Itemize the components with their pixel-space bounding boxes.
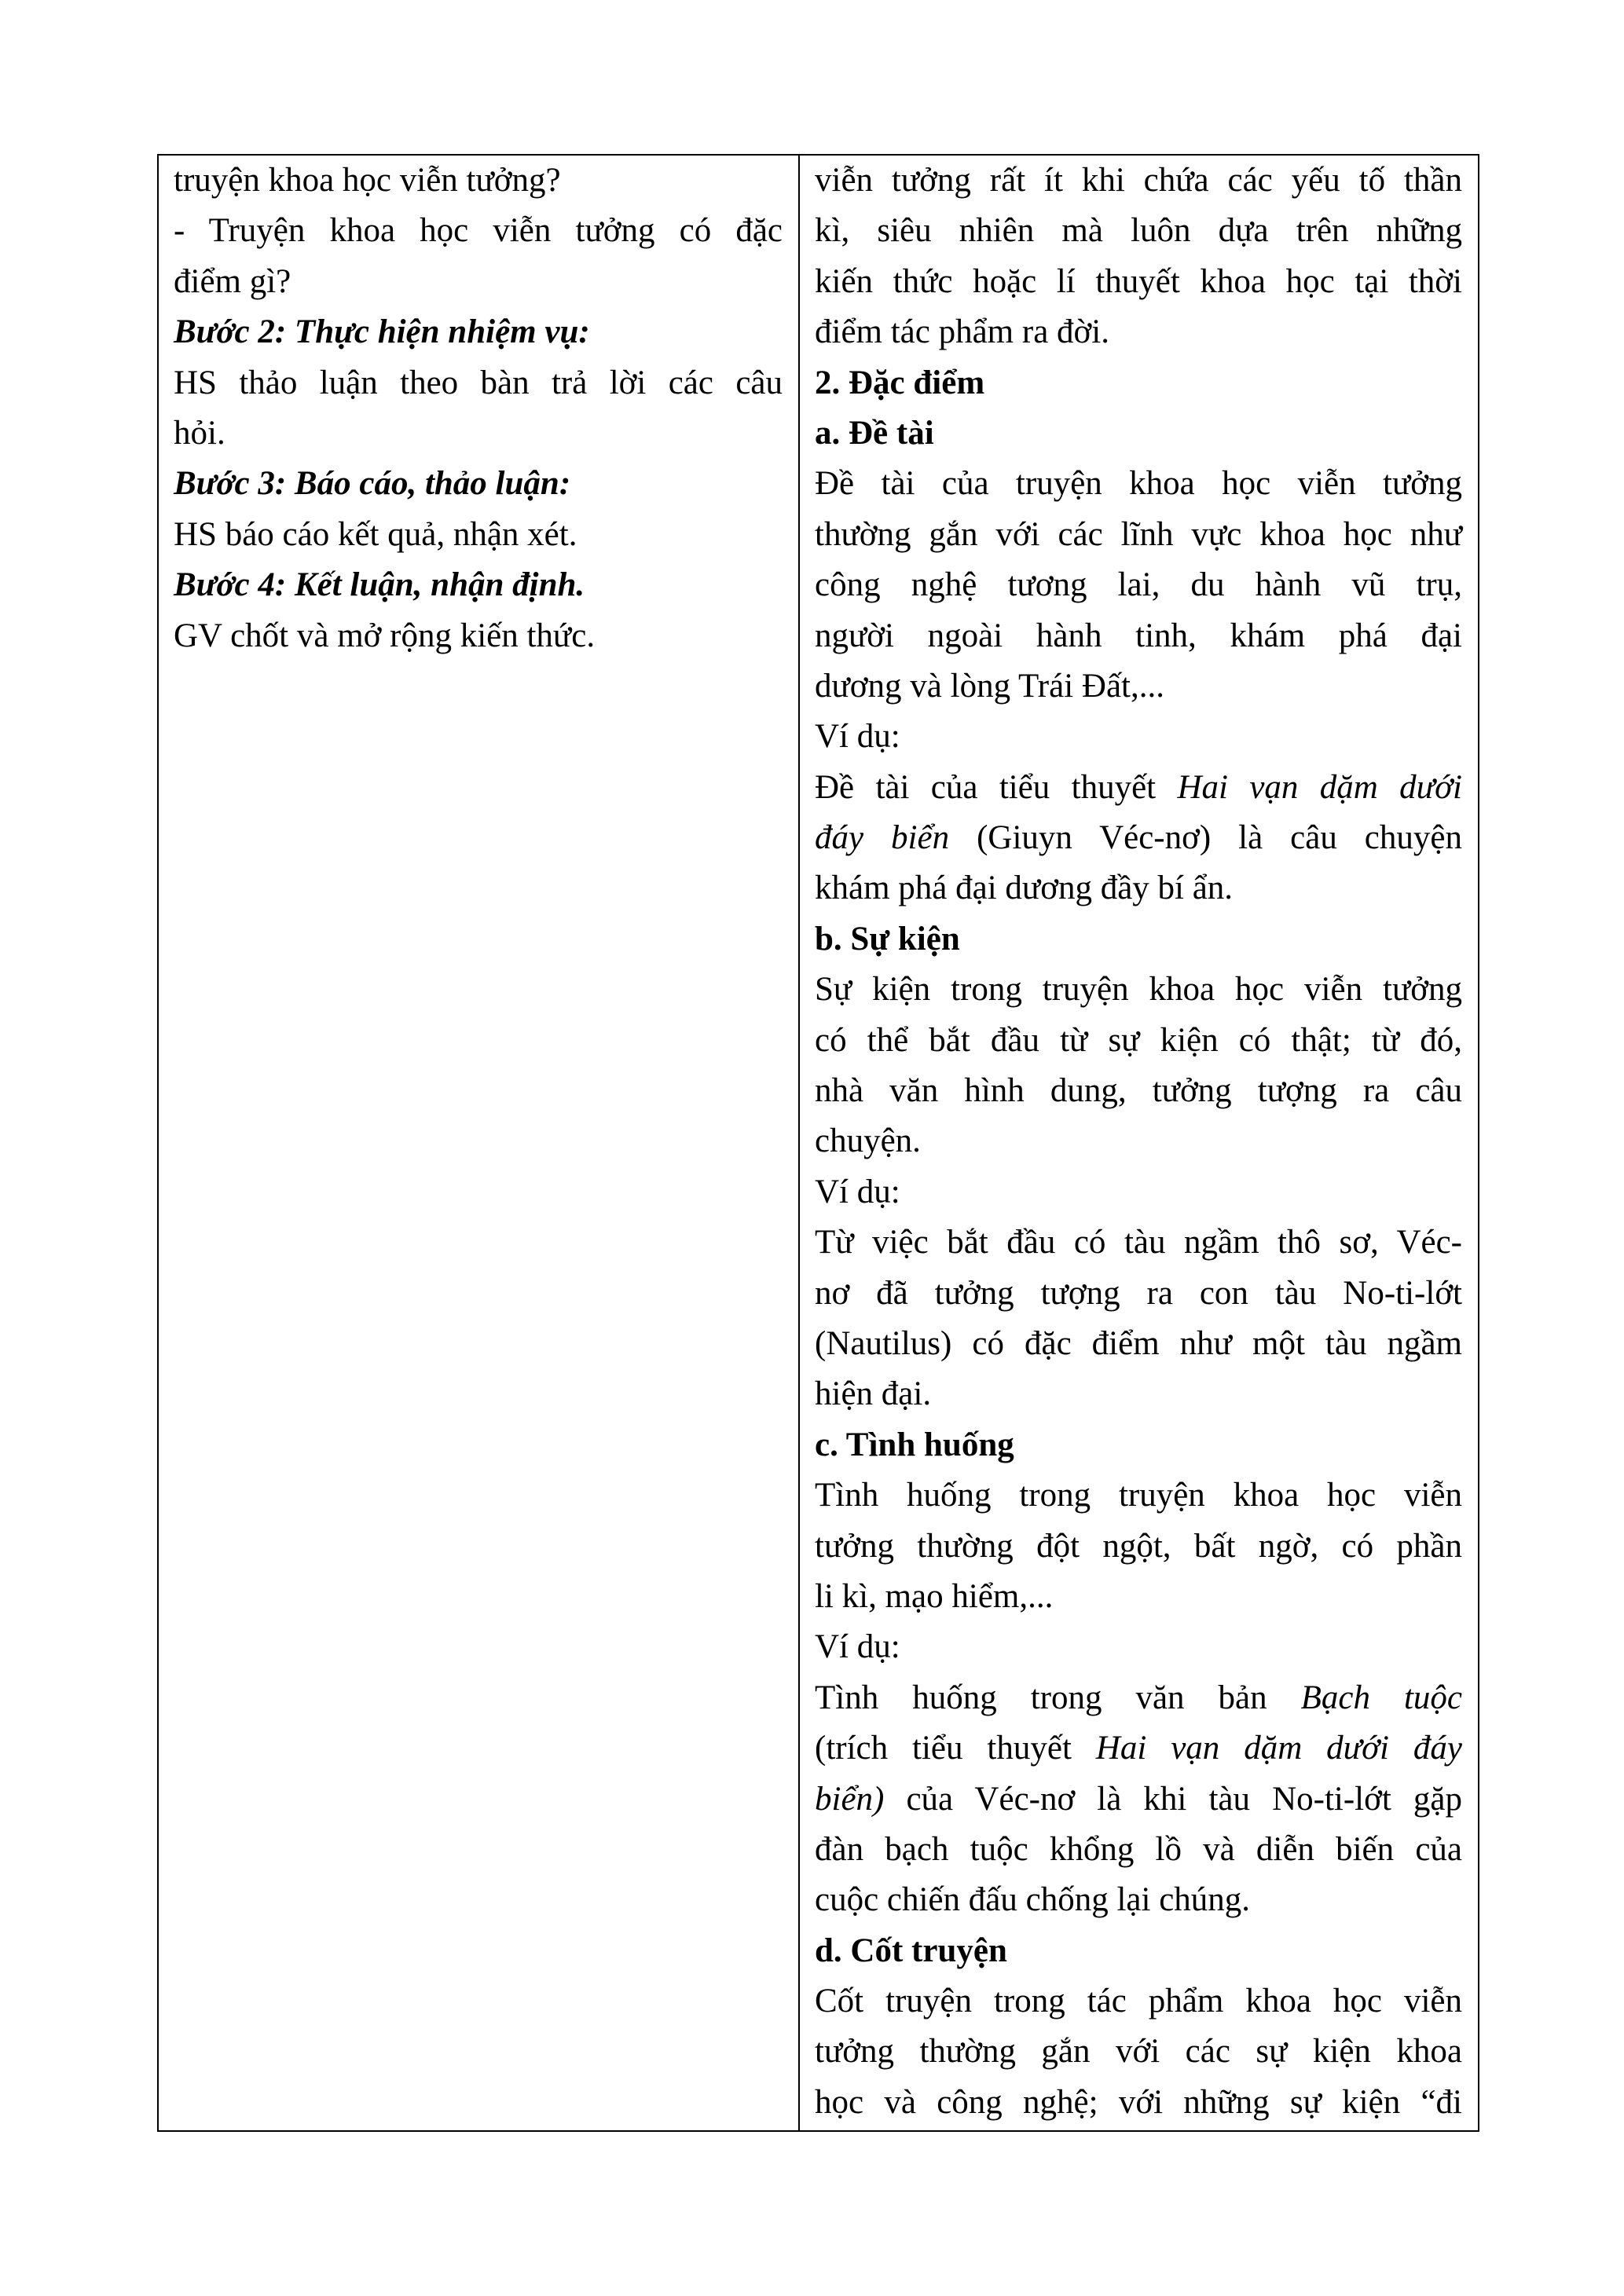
text-line	[174, 611, 783, 661]
text-run: điểm gì?	[174, 262, 291, 300]
text-run: khám phá đại dương đầy bí ẩn.	[815, 870, 1234, 907]
heading-run: b. Sự kiện	[815, 920, 960, 958]
text-line	[815, 1420, 1462, 1470]
text-line	[815, 712, 1462, 762]
text-run: viễn tưởng rất ít khi chứa các yếu tố thần	[815, 162, 1462, 199]
text-line	[174, 156, 783, 206]
italic-title-run: Bạch tuộc	[1300, 1679, 1463, 1716]
text-run: Ví dụ:	[815, 718, 900, 756]
text-run: điểm tác phẩm ra đời.	[815, 313, 1109, 351]
content-cell	[800, 156, 1478, 2130]
text-run: Sự kiện trong truyện khoa học viễn tưởng	[815, 971, 1462, 1009]
text-run: cuộc chiến đấu chống lại chúng.	[815, 1881, 1251, 1919]
text-run: nhà văn hình dung, tưởng tượng ra câu	[815, 1072, 1462, 1110]
text-line	[174, 257, 783, 307]
text-line	[815, 1976, 1462, 2027]
text-line	[815, 1470, 1462, 1521]
text-line	[815, 2078, 1462, 2128]
step-heading-run: Bước 3: Báo cáo, thảo luận:	[174, 465, 571, 503]
heading-run: d. Cốt truyện	[815, 1932, 1007, 1969]
text-line	[815, 1622, 1462, 1672]
text-run: (Nautilus) có đặc điểm như một tàu ngầm	[815, 1324, 1462, 1362]
text-line	[815, 459, 1462, 509]
heading-run: a. Đề tài	[815, 414, 934, 452]
text-run: chuyện.	[815, 1122, 921, 1160]
text-run: truyện khoa học viễn tưởng?	[174, 162, 561, 199]
text-line	[815, 763, 1462, 813]
text-run: hiện đại.	[815, 1375, 932, 1413]
text-run: (trích tiểu thuyết	[815, 1730, 1096, 1767]
text-run: dương và lòng Trái Đất,...	[815, 667, 1164, 705]
text-line	[815, 1723, 1462, 1774]
text-run: học và công nghệ; với những sự kiện “đi	[815, 2083, 1462, 2121]
text-line	[174, 206, 783, 256]
text-run: li kì, mạo hiểm,...	[815, 1577, 1054, 1615]
text-run: Tình huống trong văn bản	[815, 1679, 1301, 1716]
text-run: Ví dụ:	[815, 1173, 900, 1210]
text-line	[815, 1825, 1462, 1875]
text-line	[815, 560, 1462, 610]
text-run: Từ việc bắt đầu có tàu ngầm thô sơ, Véc-	[815, 1224, 1462, 1262]
text-run: Ví dụ:	[815, 1628, 900, 1666]
text-run: hỏi.	[174, 414, 225, 452]
text-line	[174, 358, 783, 408]
text-run: kì, siêu nhiên mà luôn dựa trên những	[815, 212, 1462, 250]
text-line	[815, 1572, 1462, 1622]
text-line	[174, 408, 783, 459]
text-run: Đề tài của truyện khoa học viễn tưởng	[815, 465, 1462, 503]
text-run: Cốt truyện trong tác phẩm khoa học viễn	[815, 1983, 1462, 2020]
text-line	[815, 1066, 1462, 1116]
italic-title-run: biển)	[815, 1780, 885, 1818]
text-line	[815, 1875, 1462, 1925]
text-line	[174, 510, 783, 560]
text-line	[815, 1369, 1462, 1419]
text-line	[815, 1673, 1462, 1723]
lesson-table	[157, 154, 1479, 2132]
step-heading-run: Bước 2: Thực hiện nhiệm vụ:	[174, 313, 590, 351]
text-line	[815, 1167, 1462, 1218]
italic-title-run: đáy biển	[815, 819, 950, 857]
text-line	[815, 257, 1462, 307]
heading-run: c. Tình huống	[815, 1426, 1014, 1463]
text-line	[174, 560, 783, 610]
text-run: - Truyện khoa học viễn tưởng có đặc	[174, 212, 783, 250]
text-run: nơ đã tưởng tượng ra con tàu No-ti-lớt	[815, 1274, 1462, 1312]
text-line	[815, 1269, 1462, 1319]
text-run: HS thảo luận theo bàn trả lời các câu	[174, 364, 783, 401]
step-heading-run: Bước 4: Kết luận, nhận định.	[174, 566, 585, 604]
text-line	[815, 813, 1462, 863]
text-run: đàn bạch tuộc khổng lồ và diễn biến của	[815, 1830, 1462, 1868]
text-run: công nghệ tương lai, du hành vũ trụ,	[815, 566, 1462, 604]
text-line	[815, 965, 1462, 1015]
text-run: tưởng thường gắn với các sự kiện khoa	[815, 2033, 1462, 2071]
text-line	[815, 510, 1462, 560]
text-run: có thể bắt đầu từ sự kiện có thật; từ đó,	[815, 1021, 1462, 1059]
text-run: GV chốt và mở rộng kiến thức.	[174, 617, 596, 654]
text-line	[815, 1926, 1462, 1976]
text-run: Tình huống trong truyện khoa học viễn	[815, 1477, 1462, 1514]
text-line	[815, 2027, 1462, 2077]
text-line	[815, 156, 1462, 206]
text-line	[815, 661, 1462, 712]
italic-title-run: Hai vạn dặm dưới đáy	[1095, 1730, 1462, 1767]
text-run: HS báo cáo kết quả, nhận xét.	[174, 515, 577, 553]
text-line	[815, 1774, 1462, 1825]
text-line	[174, 459, 783, 509]
text-run: của Véc-nơ là khi tàu No-ti-lớt gặp	[884, 1780, 1462, 1818]
text-line	[815, 307, 1462, 357]
text-line	[815, 914, 1462, 965]
text-line	[174, 307, 783, 357]
text-run: người ngoài hành tinh, khám phá đại	[815, 617, 1462, 654]
text-run: tưởng thường đột ngột, bất ngờ, có phần	[815, 1527, 1462, 1565]
text-line	[815, 206, 1462, 256]
text-line	[815, 1116, 1462, 1166]
text-line	[815, 358, 1462, 408]
text-line	[815, 1218, 1462, 1268]
text-run: thường gắn với các lĩnh vực khoa học như	[815, 515, 1462, 553]
text-run: kiến thức hoặc lí thuyết khoa học tại thời	[815, 262, 1462, 300]
text-line	[815, 1522, 1462, 1572]
activity-cell	[159, 156, 800, 2130]
heading-run: 2. Đặc điểm	[815, 364, 985, 401]
text-line	[815, 408, 1462, 459]
italic-title-run: Hai vạn dặm dưới	[1177, 768, 1462, 806]
text-line	[815, 863, 1462, 914]
text-line	[815, 1016, 1462, 1066]
text-run: Đề tài của tiểu thuyết	[815, 768, 1178, 806]
text-run: (Giuyn Véc-nơ) là câu chuyện	[949, 819, 1462, 857]
text-line	[815, 1319, 1462, 1369]
text-line	[815, 611, 1462, 661]
